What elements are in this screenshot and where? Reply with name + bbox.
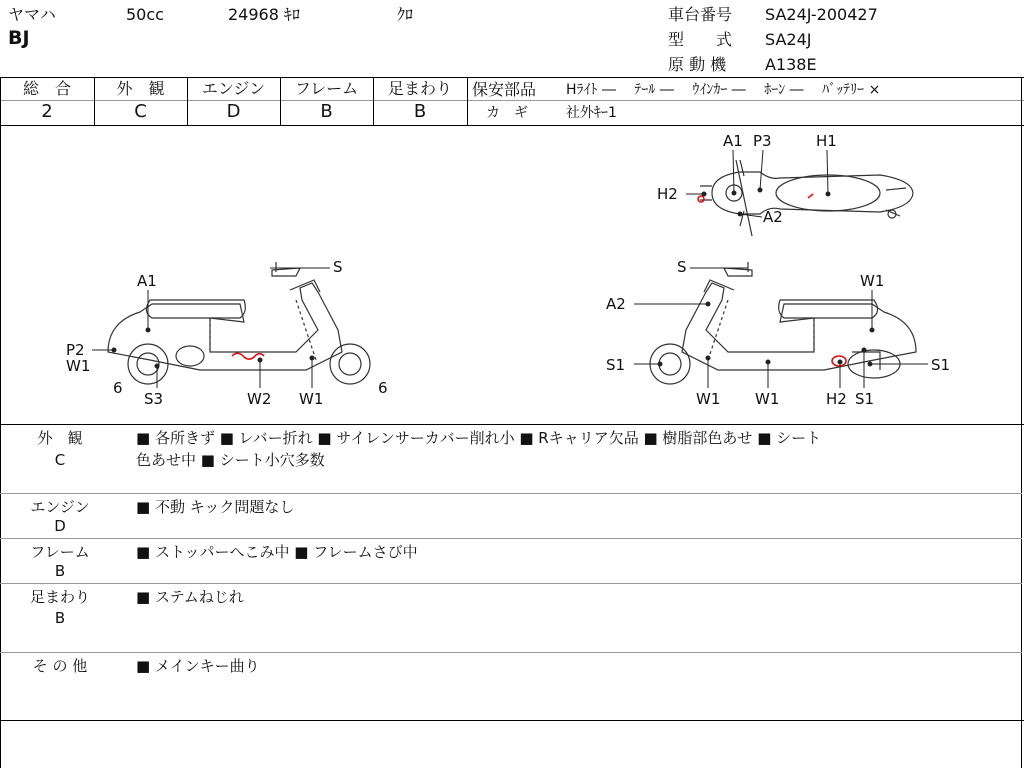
label-right-w1: W1 bbox=[860, 272, 885, 290]
comments-bottom-border bbox=[0, 720, 1024, 721]
comment-category: そ の 他 bbox=[32, 657, 88, 675]
damage-diagram bbox=[0, 126, 1020, 424]
right-border bbox=[1021, 77, 1022, 768]
score-header-engine: エンジン bbox=[201, 79, 266, 98]
label-right-s: S bbox=[677, 258, 687, 276]
label-right-w1c: W1 bbox=[755, 390, 780, 408]
model-name: BJ bbox=[8, 27, 30, 49]
comment-line: ■ メインキー曲り bbox=[136, 657, 260, 675]
label-top-a2: A2 bbox=[763, 208, 783, 226]
score-frame: B bbox=[320, 101, 333, 122]
score-total: 2 bbox=[41, 101, 53, 122]
comment-category: フレーム bbox=[30, 543, 90, 561]
comment-grade: C bbox=[54, 451, 66, 469]
label-top-h1: H1 bbox=[816, 132, 837, 150]
label-right-a2: A2 bbox=[606, 295, 626, 313]
key-value: 社外ｷｰ1 bbox=[566, 105, 617, 121]
engine-value: A138E bbox=[765, 55, 817, 74]
score-suspension: B bbox=[413, 101, 427, 122]
label-left-p2: P2 bbox=[66, 341, 85, 359]
comment-grade: D bbox=[54, 517, 66, 535]
frame-no-value: SA24J-200427 bbox=[765, 5, 878, 24]
label-right-s1a: S1 bbox=[606, 356, 626, 374]
label-top-a1: A1 bbox=[723, 132, 743, 150]
label-right-w1b: W1 bbox=[696, 390, 721, 408]
comment-category: 外 観 bbox=[37, 429, 83, 447]
score-header-suspension: 足まわり bbox=[387, 79, 452, 98]
score-exterior: C bbox=[134, 101, 147, 122]
safety-items: Hﾗｲﾄ ― ﾃｰﾙ ― ｳｲﾝｶｰ ― ﾎｰﾝ ― ﾊﾞｯﾃﾘｰ × bbox=[566, 82, 881, 98]
score-header-total: 総 合 bbox=[22, 79, 71, 98]
scooter-top-view bbox=[700, 160, 913, 236]
safety-divider bbox=[467, 100, 1024, 101]
displacement: 50cc bbox=[126, 5, 164, 24]
frame-no-label: 車台番号 bbox=[668, 5, 733, 24]
label-left-6a: 6 bbox=[113, 379, 123, 397]
label-left-6b: 6 bbox=[378, 379, 388, 397]
comment-line: 色あせ中 ■ シート小穴多数 bbox=[136, 451, 325, 469]
comment-grade: B bbox=[54, 562, 66, 580]
comment-line: ■ 各所きず ■ レバー折れ ■ サイレンサーカバー削れ小 ■ Rキャリア欠品 ■ 樹脂部色あせ ■ シート bbox=[136, 429, 822, 447]
maker: ヤマハ bbox=[8, 5, 56, 24]
color: ｸﾛ bbox=[397, 5, 414, 24]
label-left-a1: A1 bbox=[137, 272, 157, 290]
score-engine: D bbox=[226, 101, 241, 122]
label-left-w1a: W1 bbox=[66, 357, 91, 375]
label-top-h2: H2 bbox=[657, 185, 678, 203]
score-header-exterior: 外 観 bbox=[116, 79, 165, 98]
comment-line: ■ ストッパーへこみ中 ■ フレームさび中 bbox=[136, 543, 418, 561]
comment-line: ■ 不動 キック問題なし bbox=[136, 498, 295, 516]
key-label: カ ギ bbox=[486, 105, 528, 121]
label-left-w2: W2 bbox=[247, 390, 272, 408]
label-top-p3: P3 bbox=[753, 132, 772, 150]
score-header-frame: フレーム bbox=[294, 79, 359, 98]
comment-category: 足まわり bbox=[29, 588, 90, 606]
table-top-border bbox=[0, 77, 1024, 78]
safety-label: 保安部品 bbox=[472, 80, 537, 99]
mileage: 24968 ｷﾛ bbox=[228, 5, 300, 24]
engine-label: 原 動 機 bbox=[668, 55, 727, 74]
type-label: 型 式 bbox=[668, 30, 733, 49]
label-left-s: S bbox=[333, 258, 343, 276]
label-left-s3: S3 bbox=[144, 390, 164, 408]
comment-line: ■ ステムねじれ bbox=[136, 588, 244, 606]
comment-grade: B bbox=[54, 609, 66, 627]
label-right-s1b: S1 bbox=[931, 356, 951, 374]
comments-top-border bbox=[0, 424, 1024, 425]
comment-category: エンジン bbox=[30, 498, 90, 516]
label-left-w1b: W1 bbox=[299, 390, 324, 408]
type-value: SA24J bbox=[765, 30, 812, 49]
label-right-s1c: S1 bbox=[855, 390, 875, 408]
label-right-h2: H2 bbox=[826, 390, 847, 408]
